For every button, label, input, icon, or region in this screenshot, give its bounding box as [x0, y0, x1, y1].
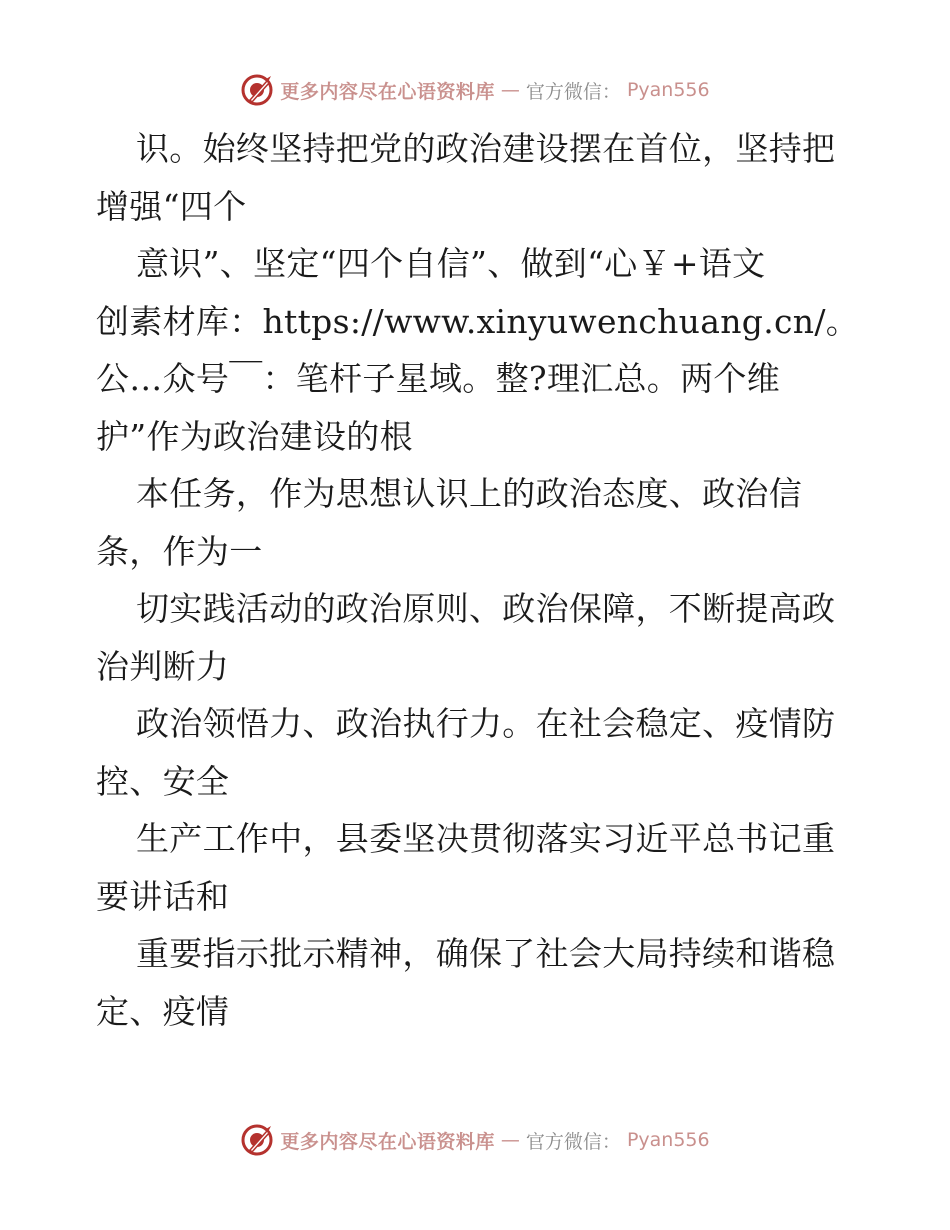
banner-official-label: 官方微信：: [525, 1130, 621, 1153]
footer-banner: [0, 1120, 950, 1160]
body-line: 切实践活动的政治原则、政治保障，不断提高政: [136, 589, 836, 628]
pen-logo-icon: [240, 1123, 274, 1157]
banner-main-text: 更多内容尽在心语资料库: [280, 80, 495, 103]
body-line: 生产工作中，县委坚决贯彻落实习近平总书记重: [136, 819, 836, 858]
body-line: 要讲话和: [96, 876, 230, 916]
banner-separator: —: [500, 79, 520, 101]
body-line: 本任务，作为思想认识上的政治态度、政治信: [136, 474, 802, 513]
body-line: 意识”、坚定“四个自信”、做到“心￥+语文: [136, 244, 766, 283]
banner-separator: —: [500, 1129, 520, 1151]
header-banner: [0, 70, 950, 110]
body-line: 治判断力: [96, 646, 230, 686]
body-line: 护”作为政治建设的根: [96, 416, 413, 456]
banner-official-label: 官方微信：: [525, 80, 621, 103]
banner-main-text: 更多内容尽在心语资料库: [280, 1130, 495, 1153]
body-line: 重要指示批示精神，确保了社会大局持续和谐稳: [136, 934, 836, 973]
body-line: 控、安全: [96, 761, 230, 801]
body-line: 定、疫情: [96, 991, 230, 1031]
document-body: [96, 120, 866, 1040]
body-line: 识。始终坚持把党的政治建设摆在首位，坚持把: [136, 129, 836, 168]
body-line: 政治领悟力、政治执行力。在社会稳定、疫情防: [136, 704, 836, 743]
banner-wechat-id: Pyan556: [626, 1129, 710, 1151]
body-line: 创素材库：https://www.xinyuwenchuang.cn/。: [96, 301, 860, 341]
banner-wechat-id: Pyan556: [626, 79, 710, 101]
body-line: 条，作为一: [96, 531, 263, 571]
body-line: 增强“四个: [96, 186, 247, 226]
body-line: 公…众号￣：笔杆子星域。整?理汇总。两个维: [96, 359, 780, 398]
pen-logo-icon: [240, 73, 274, 107]
